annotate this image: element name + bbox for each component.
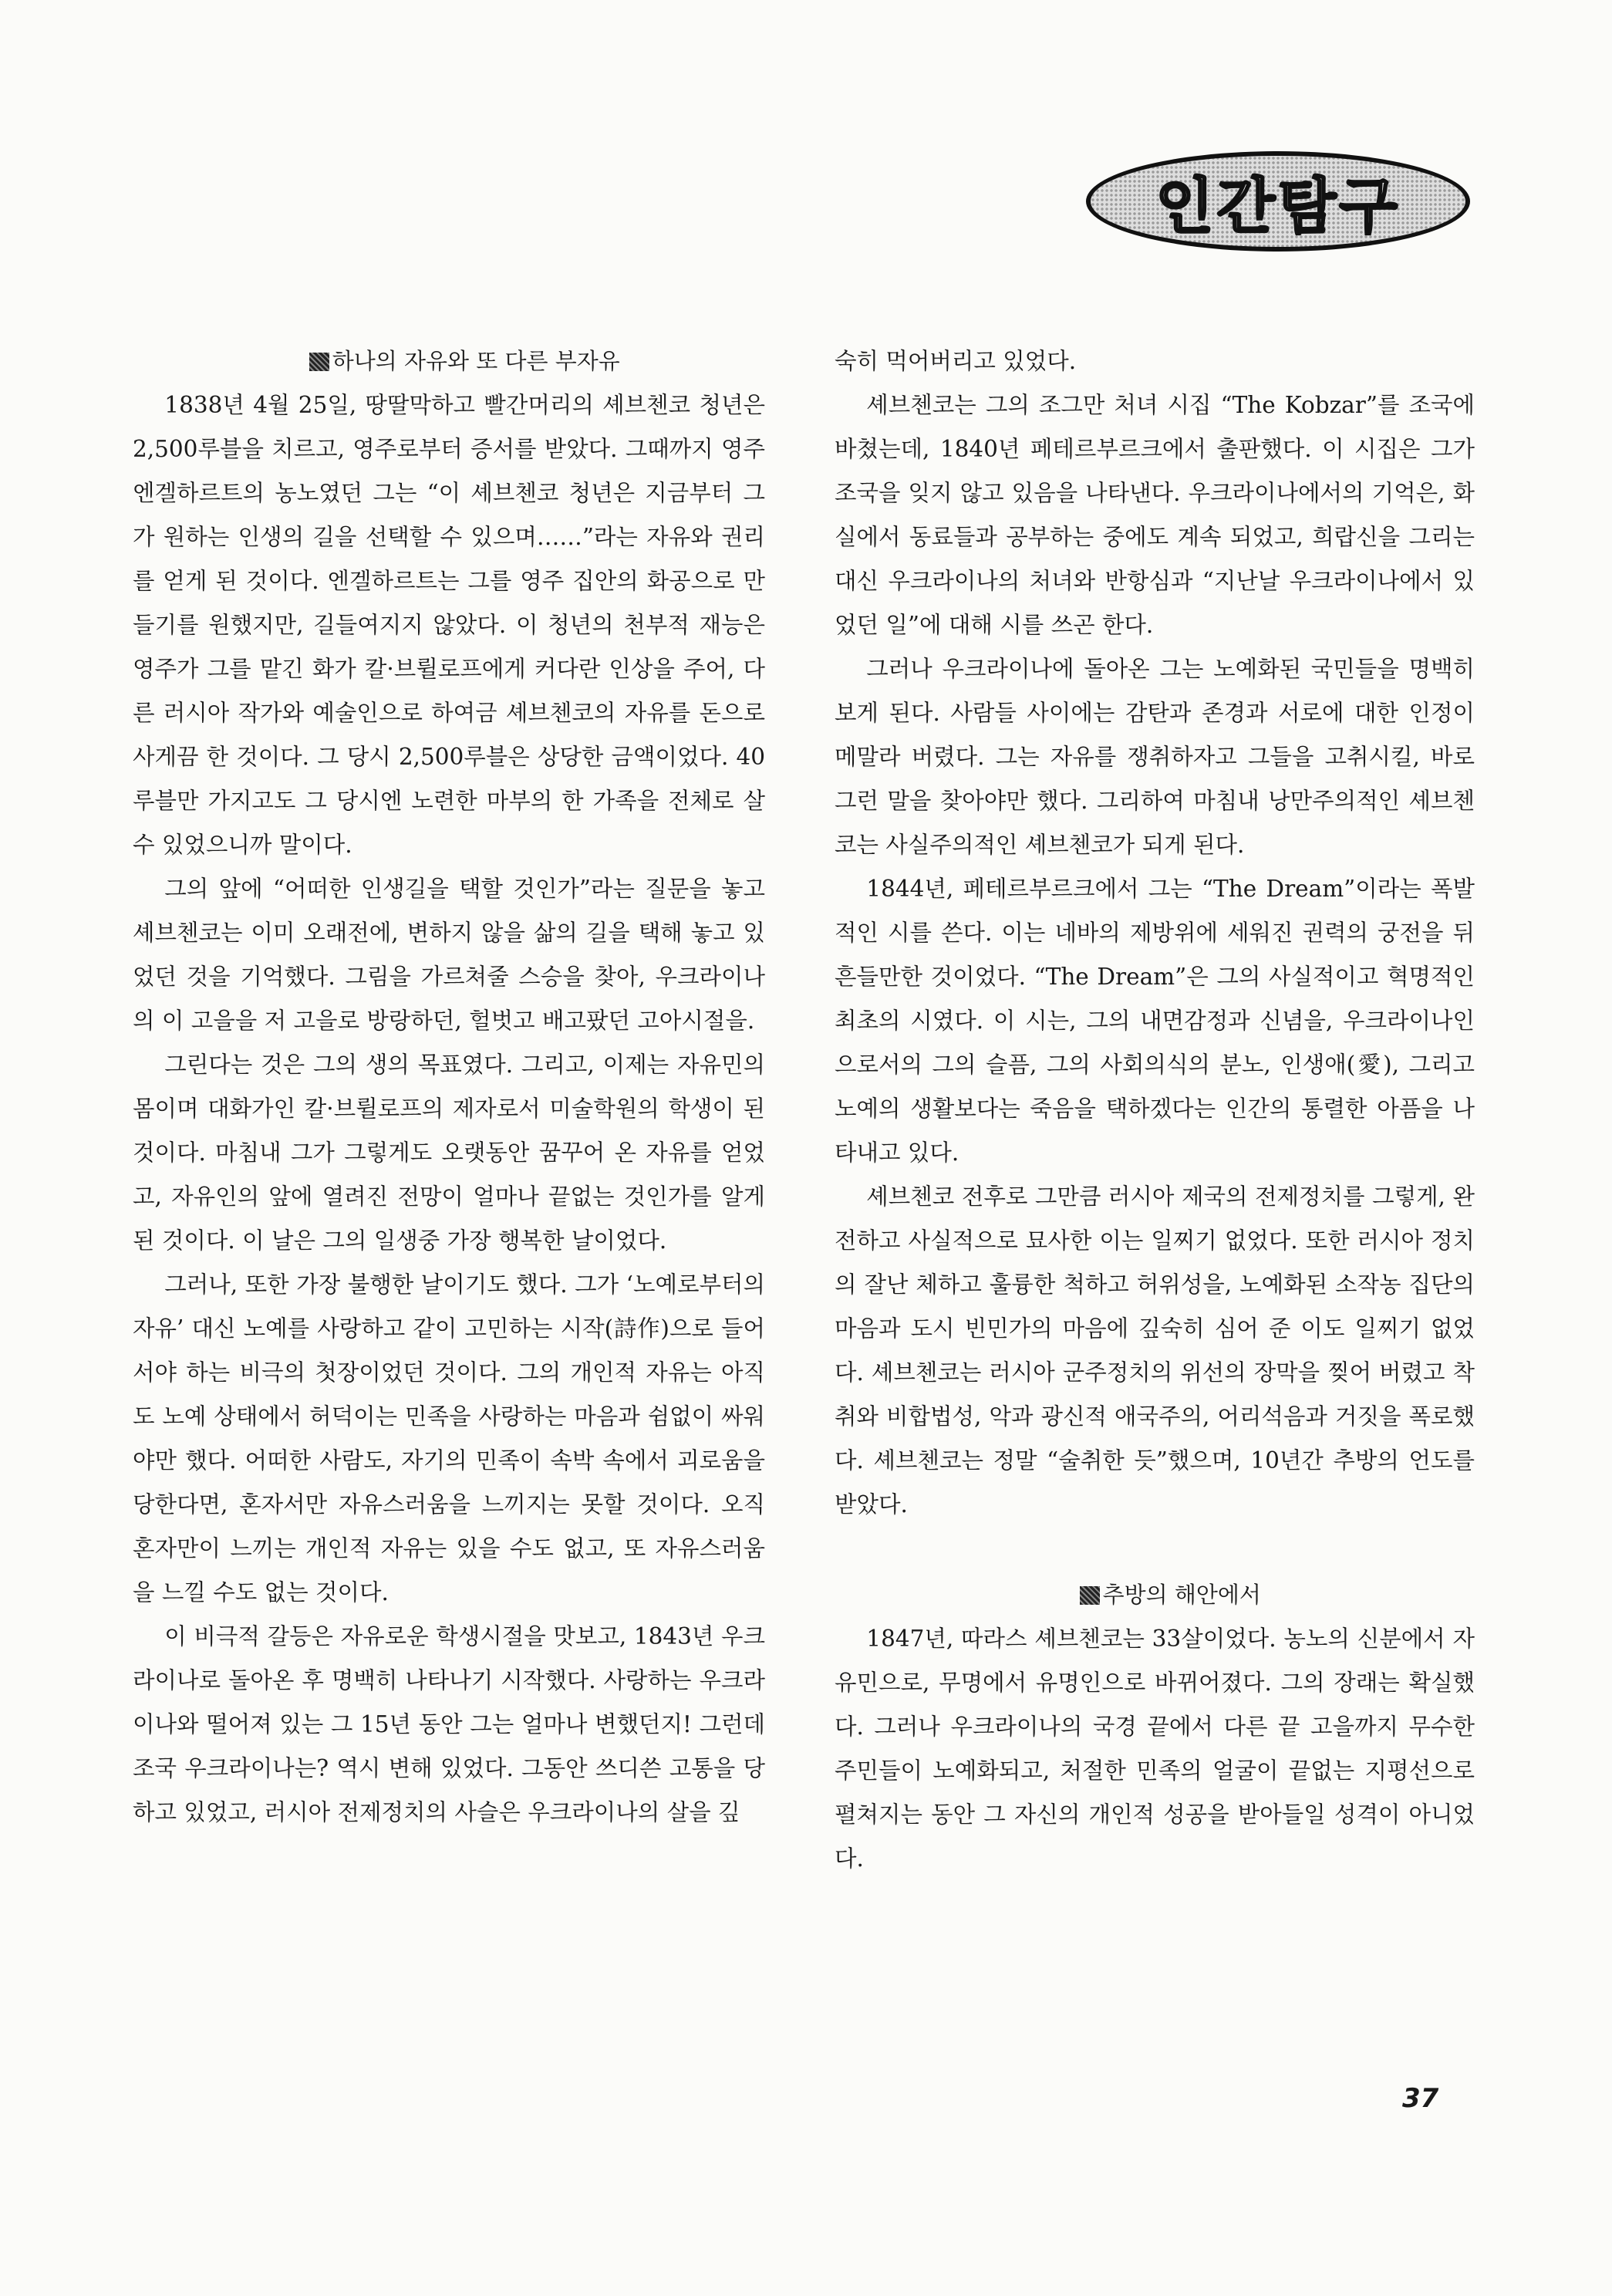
paragraph: 이 비극적 갈등은 자유로운 학생시절을 맛보고, 1843년 우크라이나로 돌아온 후 명백히 나타나기 시작했다. 사랑하는 우크라이나와 떨어져 있는 그 15년 동안 그는 얼마나 변했던지! 그런데 조국 우크라이나는? 역시 변해 있었다. 그동안 쓰디쓴 고통을 당하고 있었고, 러시아 전제정치의 사슬은 우크라이나의 살을 깊 [133,1623,765,1825]
paragraph: 셰브첸코는 그의 조그만 처녀 시집 “The Kobzar”를 조국에 바쳤는데, 1840년 페테르부르크에서 출판했다. 이 시집은 그가 조국을 잊지 않고 있음을 나타낸다. 우크라이나에서의 기억은, 화실에서 동료들과 공부하는 중에도 계속 되었고, 희랍신을 그리는 대신 우크라이나의 처녀와 반항심과 “지난날 우크라이나에서 있었던 일”에 대해 시를 쓰곤 한다. [835,392,1475,638]
paragraph: 1838년 4월 25일, 땅딸막하고 빨간머리의 셰브첸코 청년은 2,500루블을 치르고, 영주로부터 증서를 받았다. 그때까지 영주 엔겔하르트의 농노였던 그는 “이 셰브첸코 청년은 지금부터 그가 원하는 인생의 길을 선택할 수 있으며……”라는 자유와 권리를 얻게 된 것이다. 엔겔하르트는 그를 영주 집안의 화공으로 만들기를 원했지만, 길들여지지 않았다. 이 청년의 천부적 재능은 영주가 그를 맡긴 화가 칼·브륄로프에게 커다란 인상을 주어, 다른 러시아 작가와 예술인으로 하여금 셰브첸코의 자유를 돈으로 사게끔 한 것이다. 그 당시 2,500루블은 상당한 금액이었다. 40루블만 가지고도 그 당시엔 노련한 마부의 한 가족을 전체로 살 수 있었으니까 말이다. [133,392,765,858]
section-heading-text: 추방의 해안에서 [1102,1582,1261,1608]
paragraph: 그러나 우크라이나에 돌아온 그는 노예화된 국민들을 명백히 보게 된다. 사람들 사이에는 감탄과 존경과 서로에 대한 인정이 메말라 버렸다. 그는 자유를 쟁취하자고 그들을 고취시킬, 바로 그런 말을 찾아야만 했다. 그리하여 마침내 낭만주의적인 셰브첸코는 사실주의적인 셰브첸코가 되게 된다. [835,656,1475,858]
paragraph: 그러나, 또한 가장 불행한 날이기도 했다. 그가 ‘노예로부터의 자유’ 대신 노예를 사랑하고 같이 고민하는 시작(詩作)으로 들어서야 하는 비극의 첫장이었던 것이다. 그의 개인적 자유는 아직도 노예 상태에서 허덕이는 민족을 사랑하는 마음과 쉼없이 싸워야만 했다. 어떠한 사람도, 자기의 민족이 속박 속에서 괴로움을 당한다면, 혼자서만 자유스러움을 느끼지는 못할 것이다. 오직 혼자만이 느끼는 개인적 자유는 있을 수도 없고, 또 자유스러움을 느낄 수도 없는 것이다. [133,1271,765,1606]
paragraph: 1844년, 페테르부르크에서 그는 “The Dream”이라는 폭발적인 시를 쓴다. 이는 네바의 제방위에 세워진 권력의 궁전을 뒤흔들만한 것이었다. “The Dream”은 그의 사실적이고 혁명적인 최초의 시였다. 이 시는, 그의 내면감정과 신념을, 우크라이나인으로서의 그의 슬픔, 그의 사회의식의 분노, 인생애(愛), 그리고 노예의 생활보다는 죽음을 택하겠다는 인간의 통렬한 아픔을 나타내고 있다. [835,876,1475,1166]
right-column [835,339,1475,1881]
paragraph: 셰브첸코 전후로 그만큼 러시아 제국의 전제정치를 그렇게, 완전하고 사실적으로 묘사한 이는 일찌기 없었다. 또한 러시아 정치의 잘난 체하고 훌륭한 척하고 허위성을, 노예화된 소작농 집단의 마음과 도시 빈민가의 마음에 깊숙히 심어 준 이도 일찌기 없었다. 셰브첸코는 러시아 군주정치의 위선의 장막을 찢어 버렸고 착취와 비합법성, 악과 광신적 애국주의, 어리석음과 거짓을 폭로했다. 셰브첸코는 정말 “술취한 듯”했으며, 10년간 추방의 언도를 받았다. [835,1183,1475,1518]
section-heading-exile [835,1573,1475,1617]
section-marker-icon [309,353,329,371]
section-header-badge [1086,151,1470,252]
section-header-title: 인간탐구 [1155,172,1401,241]
paragraph: 그의 앞에 “어떠한 인생길을 택할 것인가”라는 질문을 놓고 셰브첸코는 이미 오래전에, 변하지 않을 삶의 길을 택해 놓고 있었던 것을 기억했다. 그림을 가르쳐줄 스승을 찾아, 우크라이나의 이 고을을 저 고을로 방랑하던, 헐벗고 배고팠던 고아시절을. [133,876,765,1034]
paragraph: 그린다는 것은 그의 생의 목표였다. 그리고, 이제는 자유민의 몸이며 대화가인 칼·브륄로프의 제자로서 미술학원의 학생이 된 것이다. 마침내 그가 그렇게도 오랫동안 꿈꾸어 온 자유를 얻었고, 자유인의 앞에 열려진 전망이 얼마나 끝없는 것인가를 알게 된 것이다. 이 날은 그의 일생중 가장 행복한 날이었다. [133,1052,765,1254]
left-column [133,339,765,1835]
page-number: 37 [1402,2083,1439,2114]
section-marker-icon [1080,1586,1100,1605]
paragraph-continued: 숙히 먹어버리고 있었다. [835,348,1077,374]
section-heading-freedom [133,339,765,383]
section-heading-text: 하나의 자유와 또 다른 부자유 [332,348,620,374]
paragraph: 1847년, 따라스 셰브첸코는 33살이었다. 농노의 신분에서 자유민으로, 무명에서 유명인으로 바뀌어졌다. 그의 장래는 확실했다. 그러나 우크라이나의 국경 끝에서 다른 끝 고을까지 무수한 주민들이 노예화되고, 처절한 민족의 얼굴이 끝없는 지평선으로 펼쳐지는 동안 그 자신의 개인적 성공을 받아들일 성격이 아니었다. [835,1626,1475,1872]
section-spacer [835,1527,1475,1573]
